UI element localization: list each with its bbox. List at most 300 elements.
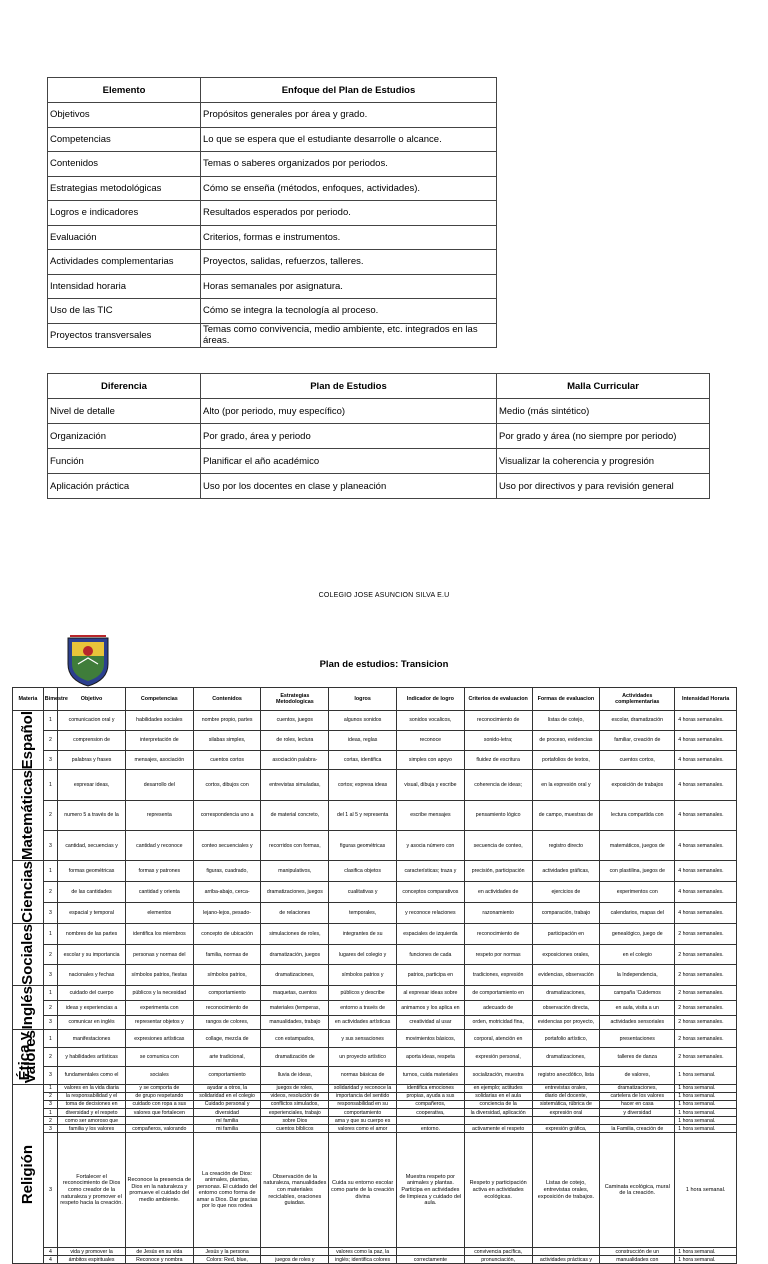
table-cell: Por grado y área (no siempre por periodo) (497, 424, 710, 449)
table-cell: un proyecto artístico (329, 1048, 397, 1066)
table-cell: diversidad (193, 1109, 261, 1117)
table-cell: conteo secuenciales y (193, 831, 261, 861)
table-header: Intensidad Horaria (675, 688, 737, 711)
table-cell: 1 (43, 1030, 57, 1048)
table-cell: y diversidad (600, 1109, 675, 1117)
table-cell: comunicacion oral y (58, 711, 126, 731)
table-cell: aporta ideas, respeta (397, 1048, 465, 1066)
table-cell: genealógico, juego de (600, 924, 675, 945)
table-cell: Proyectos transversales (48, 323, 201, 348)
table-cell: 2 horas semanales. (675, 1030, 737, 1048)
table-cell: de relaciones (261, 903, 329, 924)
table-cell: 1 (43, 985, 57, 1000)
table-header: Estrategias Metodologicas (261, 688, 329, 711)
table-cell: Aplicación práctica (48, 474, 201, 499)
table-header: Indicador de logro (397, 688, 465, 711)
table-cell: 2 horas semanales. (675, 924, 737, 945)
table-cell: 3 (43, 1133, 57, 1248)
table-cell: 4 horas semanales. (675, 831, 737, 861)
table-cell: solidarias en el aula (464, 1092, 532, 1100)
table-cell: experimenta con (125, 1000, 193, 1015)
table-cell: animamos y los aplica en (397, 1000, 465, 1015)
table-cell: 2 horas semanales. (675, 1015, 737, 1030)
table-cell: juegos de roles, (261, 1084, 329, 1092)
materia-label: Ética y Valores (15, 1030, 39, 1084)
table-cell: figuras, cuadrado, (193, 861, 261, 882)
table-cell: arriba-abajo, cerca- (193, 882, 261, 903)
table-cell: Listas de cotejo, entrevistas orales, exposición de trabajos. (532, 1133, 600, 1248)
table-cell: 4 horas semanales. (675, 750, 737, 770)
table-cell: 4 (43, 1248, 57, 1256)
table-header: Formas de evaluacion (532, 688, 600, 711)
diferencia-table (47, 373, 710, 499)
table-cell: dramatización, juegos (261, 944, 329, 965)
table-cell: actividades sensoriales (600, 1015, 675, 1030)
table-cell: 2 (43, 944, 57, 965)
table-cell: Competencias (48, 127, 201, 152)
table-cell: Uso por los docentes en clase y planeación (201, 474, 497, 499)
table-cell: cantidad y reconoce (125, 831, 193, 861)
table-cell: observación directa, (532, 1000, 600, 1015)
table-cell: al expresar ideas sobre (397, 985, 465, 1000)
table-cell: registro directo (532, 831, 600, 861)
table-cell: 1 hora semanal. (675, 1066, 737, 1084)
table-cell: públicos y describe (329, 985, 397, 1000)
table-cell: Proyectos, salidas, refuerzos, talleres. (201, 250, 497, 275)
table-row (48, 474, 710, 499)
table-cell: socialización, muestra (464, 1066, 532, 1084)
table-cell: Medio (más sintético) (497, 399, 710, 424)
table-cell: actividades gráficas, (532, 861, 600, 882)
materia-cell (13, 711, 44, 770)
table-cell: talleres de danza (600, 1048, 675, 1066)
table-row (13, 1015, 737, 1030)
table-cell: comportamiento (193, 1066, 261, 1084)
table-row (13, 770, 737, 800)
table-cell: Respeto y participación activa en actividades ecológicas. (464, 1133, 532, 1248)
table-cell: rangos de colores, (193, 1015, 261, 1030)
table-cell: solidaridad en el colegio (193, 1092, 261, 1100)
table-cell: elementos (125, 903, 193, 924)
table-cell: 2 (43, 882, 57, 903)
table-cell: en actividades artísticas (329, 1015, 397, 1030)
table-cell: símbolos patrios, (193, 965, 261, 986)
table-cell: cortas, identifica (329, 750, 397, 770)
table-cell: símbolos patrios, fiestas (125, 965, 193, 986)
materia-cell (13, 861, 44, 924)
table-cell: de las cantidades (58, 882, 126, 903)
table-cell: 2 (43, 800, 57, 830)
table-cell: con plastilina, juegos de (600, 861, 675, 882)
materia-cell (13, 924, 44, 986)
table-cell: exposición de trabajos (600, 770, 675, 800)
materia-label: Sociales (18, 924, 36, 985)
table-header: Contenidos (193, 688, 261, 711)
table-cell: juegos de roles y (261, 1256, 329, 1264)
materia-cell (13, 985, 44, 1029)
table-cell: cortos, dibujos con (193, 770, 261, 800)
table-cell: entorno. (397, 1125, 465, 1133)
materia-cell (13, 770, 44, 861)
table-cell: comportamiento (193, 985, 261, 1000)
table-cell: públicos y la necesidad (125, 985, 193, 1000)
table-cell: concepto de ubicación (193, 924, 261, 945)
table-row (13, 1048, 737, 1066)
table-cell: 2 (43, 1117, 57, 1125)
table-cell: tradiciones, expresión (464, 965, 532, 986)
table-cell: espaciales de izquierda (397, 924, 465, 945)
table-cell: familia, normas de (193, 944, 261, 965)
table-header: logros (329, 688, 397, 711)
table-cell: habilidades sociales (125, 711, 193, 731)
table-cell: Muestra respeto por animales y plantas. Participa en actividades de limpieza y cuidado del aula. (397, 1133, 465, 1248)
table-cell: nombres de las partes (58, 924, 126, 945)
table-cell: espacial y temporal (58, 903, 126, 924)
table-header: Criterios de evaluacion (464, 688, 532, 711)
table-cell: ama y que su cuerpo es (329, 1117, 397, 1125)
table-cell: Actividades complementarias (48, 250, 201, 275)
table-cell: sonido-letra; (464, 730, 532, 750)
table-row (48, 201, 497, 226)
materia-label: Español (18, 711, 36, 770)
table-cell: de Jesús en su vida (125, 1248, 193, 1256)
table-cell: 2 (43, 730, 57, 750)
table-cell: campaña 'Cuidemos (600, 985, 675, 1000)
table-cell: valores que fortalecen (125, 1109, 193, 1117)
table-cell: 4 horas semanales. (675, 882, 737, 903)
table-cell (600, 1117, 675, 1125)
table-cell: 1 hora semanal. (675, 1109, 737, 1117)
table-row (48, 323, 497, 348)
table-cell: Intensidad horaria (48, 274, 201, 299)
materia-cell (13, 1084, 44, 1264)
table-cell: cantidad y orienta (125, 882, 193, 903)
table-cell: escolar y su importancia (58, 944, 126, 965)
table-row (13, 985, 737, 1000)
table-cell: hacer en casa (600, 1100, 675, 1108)
table-cell: importancia del sentido (329, 1092, 397, 1100)
table-cell: y asocia número con (397, 831, 465, 861)
table-cell: 4 horas semanales. (675, 730, 737, 750)
table-cell: 3 (43, 750, 57, 770)
table-cell: 1 (43, 924, 57, 945)
table-row (48, 103, 497, 128)
materia-label: Religión (18, 1144, 36, 1204)
table-cell: normas básicas de (329, 1066, 397, 1084)
materia-cell (13, 1030, 44, 1084)
table-cell: reconocimiento de (193, 1000, 261, 1015)
table-cell: cuentos cortos (193, 750, 261, 770)
table-cell: visual, dibuja y escribe (397, 770, 465, 800)
table-header: Actividades complementarias (600, 688, 675, 711)
table-cell: expresión personal, (464, 1048, 532, 1066)
table-cell: fluidez de escritura (464, 750, 532, 770)
table-row (13, 1133, 737, 1248)
table-cell (464, 1117, 532, 1125)
table-cell: evidencias, observación (532, 965, 600, 986)
table-row (48, 127, 497, 152)
table-cell: temporales, (329, 903, 397, 924)
table-row (13, 882, 737, 903)
table-row (13, 1248, 737, 1256)
table-cell: compañeros, valorando (125, 1125, 193, 1133)
table-header: Objetivo (58, 688, 126, 711)
table-cell: la Familia, creación de (600, 1125, 675, 1133)
table-cell: activamente el respeto (464, 1125, 532, 1133)
table-row (13, 1125, 737, 1133)
table-cell: participación en (532, 924, 600, 945)
table-cell: manipulativos, (261, 861, 329, 882)
table-cell: diario del docente, (532, 1092, 600, 1100)
table-header: Competencias (125, 688, 193, 711)
table-cell: Caminata ecológica, mural de la creación. (600, 1133, 675, 1248)
table-cell: dramatizaciones, (532, 1048, 600, 1066)
table-row (48, 250, 497, 275)
table-cell: mi familia (193, 1125, 261, 1133)
table-cell: de material concreto, (261, 800, 329, 830)
table-cell: secuencia de conteo, (464, 831, 532, 861)
table-cell: compañeros, (397, 1100, 465, 1108)
table-cell: formas geométricas (58, 861, 126, 882)
table-cell: manifestaciones (58, 1030, 126, 1048)
table-cell (125, 1117, 193, 1125)
table-row (13, 1084, 737, 1092)
table-cell: entorno a través de (329, 1000, 397, 1015)
table-cell: 2 horas semanales. (675, 1000, 737, 1015)
table-cell: inglés; identifica colores (329, 1256, 397, 1264)
table-cell: turnos, cuida materiales (397, 1066, 465, 1084)
table-cell: simples con apoyo (397, 750, 465, 770)
table-cell: de proceso, evidencias (532, 730, 600, 750)
table-cell: cuentos bíblicos (261, 1125, 329, 1133)
table-cell: comportamiento (329, 1109, 397, 1117)
table-row (13, 1109, 737, 1117)
table-cell: mí familia (193, 1117, 261, 1125)
table-cell: coherencia de ideas; (464, 770, 532, 800)
table-cell: 4 horas semanales. (675, 903, 737, 924)
table-cell: Objetivos (48, 103, 201, 128)
table-cell: Uso de las TIC (48, 299, 201, 324)
table-cell: construcción de un (600, 1248, 675, 1256)
table-cell: numero 5 a través de la (58, 800, 126, 830)
table-cell: 1 (43, 711, 57, 731)
table-header: Malla Curricular (497, 374, 710, 399)
table-cell: conceptos comparativos (397, 882, 465, 903)
table-cell: Cómo se integra la tecnología al proceso. (201, 299, 497, 324)
table-cell: comparación, trabajo (532, 903, 600, 924)
table-cell: Temas o saberes organizados por periodos. (201, 152, 497, 177)
table-cell: valores en la vida diaria (58, 1084, 126, 1092)
table-cell: 2 (43, 1000, 57, 1015)
table-cell: registro anecdótico, lista (532, 1066, 600, 1084)
table-cell: portafolio artístico, (532, 1030, 600, 1048)
table-cell: cuidado del cuerpo (58, 985, 126, 1000)
table-cell: la diversidad, aplicación (464, 1109, 532, 1117)
table-cell: conflictos simulados, (261, 1100, 329, 1108)
table-cell: Función (48, 449, 201, 474)
table-cell: interpretación de (125, 730, 193, 750)
table-cell: exposiciones orales, (532, 944, 600, 965)
table-cell: Evaluación (48, 225, 201, 250)
table-cell: ideas y experiencias a (58, 1000, 126, 1015)
table-cell: lejano-lejos, pesado- (193, 903, 261, 924)
table-cell: clasifica objetos (329, 861, 397, 882)
table-cell: Visualizar la coherencia y progresión (497, 449, 710, 474)
table-cell: 3 (43, 903, 57, 924)
table-cell: cualitativas y (329, 882, 397, 903)
table-row (48, 225, 497, 250)
table-row (13, 1100, 737, 1108)
table-cell: 4 horas semanales. (675, 800, 737, 830)
table-cell: calendarios, mapas del (600, 903, 675, 924)
table-cell: lectura compartida con (600, 800, 675, 830)
table-cell: fundamentales como el (58, 1066, 126, 1084)
table-cell: pronunciación, (464, 1256, 532, 1264)
table-cell: lugares del colegio y (329, 944, 397, 965)
table-cell (532, 1248, 600, 1256)
materia-label: Ciencias (18, 861, 36, 924)
table-header: Diferencia (48, 374, 201, 399)
table-cell: Reconoce y nombra (125, 1256, 193, 1264)
table-cell: escolar, dramatización (600, 711, 675, 731)
table-row (13, 1256, 737, 1264)
table-cell: Jesús y la persona (193, 1248, 261, 1256)
table-cell: Cuida su entorno escolar como parte de la creación divina (329, 1133, 397, 1248)
table-cell: evidencias por proyecto, (532, 1015, 600, 1030)
table-row (48, 299, 497, 324)
elemento-enfoque-table (47, 77, 497, 348)
table-cell: 3 (43, 965, 57, 986)
table-cell: listas de cotejo, (532, 711, 600, 731)
table-row (13, 750, 737, 770)
table-cell: 4 (43, 1256, 57, 1264)
table-cell: 4 horas semanales. (675, 770, 737, 800)
table-cell: vida y promover la (58, 1248, 126, 1256)
table-cell: Por grado, área y periodo (201, 424, 497, 449)
table-cell: expresiones artísticas (125, 1030, 193, 1048)
table-cell: dramatizaciones, (600, 1084, 675, 1092)
table-cell: Nivel de detalle (48, 399, 201, 424)
table-header: Materia (13, 688, 44, 711)
table-header: Enfoque del Plan de Estudios (201, 78, 497, 103)
table-cell: experienciales, trabajo (261, 1109, 329, 1117)
table-cell: ideas, reglas (329, 730, 397, 750)
table-cell: dramatizaciones, (261, 965, 329, 986)
table-cell: cooperativa, (397, 1109, 465, 1117)
table-cell: expresión oral (532, 1109, 600, 1117)
table-cell: de campo, muestras de (532, 800, 600, 830)
table-cell: representar objetos y (125, 1015, 193, 1030)
table-cell: cuentos cortos, (600, 750, 675, 770)
table-cell: integrantes de su (329, 924, 397, 945)
table-cell: 3 (43, 831, 57, 861)
table-cell: de roles, lectura (261, 730, 329, 750)
table-cell: 2 horas semanales. (675, 965, 737, 986)
table-cell: manualidades con (600, 1256, 675, 1264)
table-cell: correctamente (397, 1256, 465, 1264)
table-cell: en el colegio (600, 944, 675, 965)
table-cell: 1 hora semanal. (675, 1092, 737, 1100)
table-cell: sonidos vocalicos, (397, 711, 465, 731)
table-row (48, 152, 497, 177)
table-cell: 2 horas semanales. (675, 1048, 737, 1066)
table-row (13, 800, 737, 830)
table-cell: simulaciones de roles, (261, 924, 329, 945)
table-cell: ámbitos espirituales (58, 1256, 126, 1264)
table-row (48, 399, 710, 424)
table-cell: conciencia de la (464, 1100, 532, 1108)
table-cell: en ejemplo; actitudes (464, 1084, 532, 1092)
table-cell: la responsabilidad y el (58, 1092, 126, 1100)
table-cell: toma de decisiones en (58, 1100, 126, 1108)
table-cell: pensamiento lógico (464, 800, 532, 830)
table-cell: personas y normas del (125, 944, 193, 965)
table-row (13, 831, 737, 861)
table-cell: mensajes, asociación (125, 750, 193, 770)
table-cell: nacionales y fechas (58, 965, 126, 986)
table-cell: orden, motricidad fina, (464, 1015, 532, 1030)
table-cell: respeto por normas (464, 944, 532, 965)
table-cell: Propósitos generales por área y grado. (201, 103, 497, 128)
table-cell: símbolos patrios y (329, 965, 397, 986)
table-cell: cuentos, juegos (261, 711, 329, 731)
table-row (13, 711, 737, 731)
table-cell: convivencia pacífica, (464, 1248, 532, 1256)
table-header: Bimestre (43, 688, 57, 711)
table-cell: razonamiento (464, 903, 532, 924)
table-cell: Observación de la naturaleza, manualidades con materiales reciclables, oraciones guiadas. (261, 1133, 329, 1248)
table-cell: ejercicios de (532, 882, 600, 903)
table-cell: reconoce (397, 730, 465, 750)
table-header: Plan de Estudios (201, 374, 497, 399)
table-cell: silabas simples, (193, 730, 261, 750)
table-cell: Logros e indicadores (48, 201, 201, 226)
table-cell: dramatización de (261, 1048, 329, 1066)
table-cell: Temas como convivencia, medio ambiente, etc. integrados en las áreas. (201, 323, 497, 348)
table-row (13, 861, 737, 882)
table-cell: y se comporta de (125, 1084, 193, 1092)
table-cell: 2 (43, 1092, 57, 1100)
table-cell: 1 (43, 861, 57, 882)
table-cell: entrevistas simuladas, (261, 770, 329, 800)
table-cell: actividades prácticas y (532, 1256, 600, 1264)
table-cell: portafolios de textos, (532, 750, 600, 770)
table-cell: patrios, participa en (397, 965, 465, 986)
table-cell: desarrollo del (125, 770, 193, 800)
table-cell: y habilidades artísticas (58, 1048, 126, 1066)
table-cell: manualidades, trabajo (261, 1015, 329, 1030)
table-cell: Planificar el año académico (201, 449, 497, 474)
table-cell: movimientos básicos, (397, 1030, 465, 1048)
table-row (13, 944, 737, 965)
table-cell: sociales (125, 1066, 193, 1084)
table-cell: propias, ayuda a sus (397, 1092, 465, 1100)
table-row (48, 176, 497, 201)
table-row (13, 730, 737, 750)
table-cell: lluvia de ideas, (261, 1066, 329, 1084)
table-cell: y sus sensaciones (329, 1030, 397, 1048)
table-cell: 3 (43, 1125, 57, 1133)
table-cell: cortos; expresa ideas (329, 770, 397, 800)
materia-label: Matemáticas (18, 770, 36, 861)
table-cell: Organización (48, 424, 201, 449)
table-cell: 1 hora semanal. (675, 1133, 737, 1248)
table-cell: Reconoce la presencia de Dios en la naturaleza y promueve el cuidado del medio ambiente. (125, 1133, 193, 1248)
table-cell: de comportamiento en (464, 985, 532, 1000)
table-cell: 2 horas semanales. (675, 985, 737, 1000)
table-cell: corporal, atención en (464, 1030, 532, 1048)
table-cell: arte tradicional, (193, 1048, 261, 1066)
